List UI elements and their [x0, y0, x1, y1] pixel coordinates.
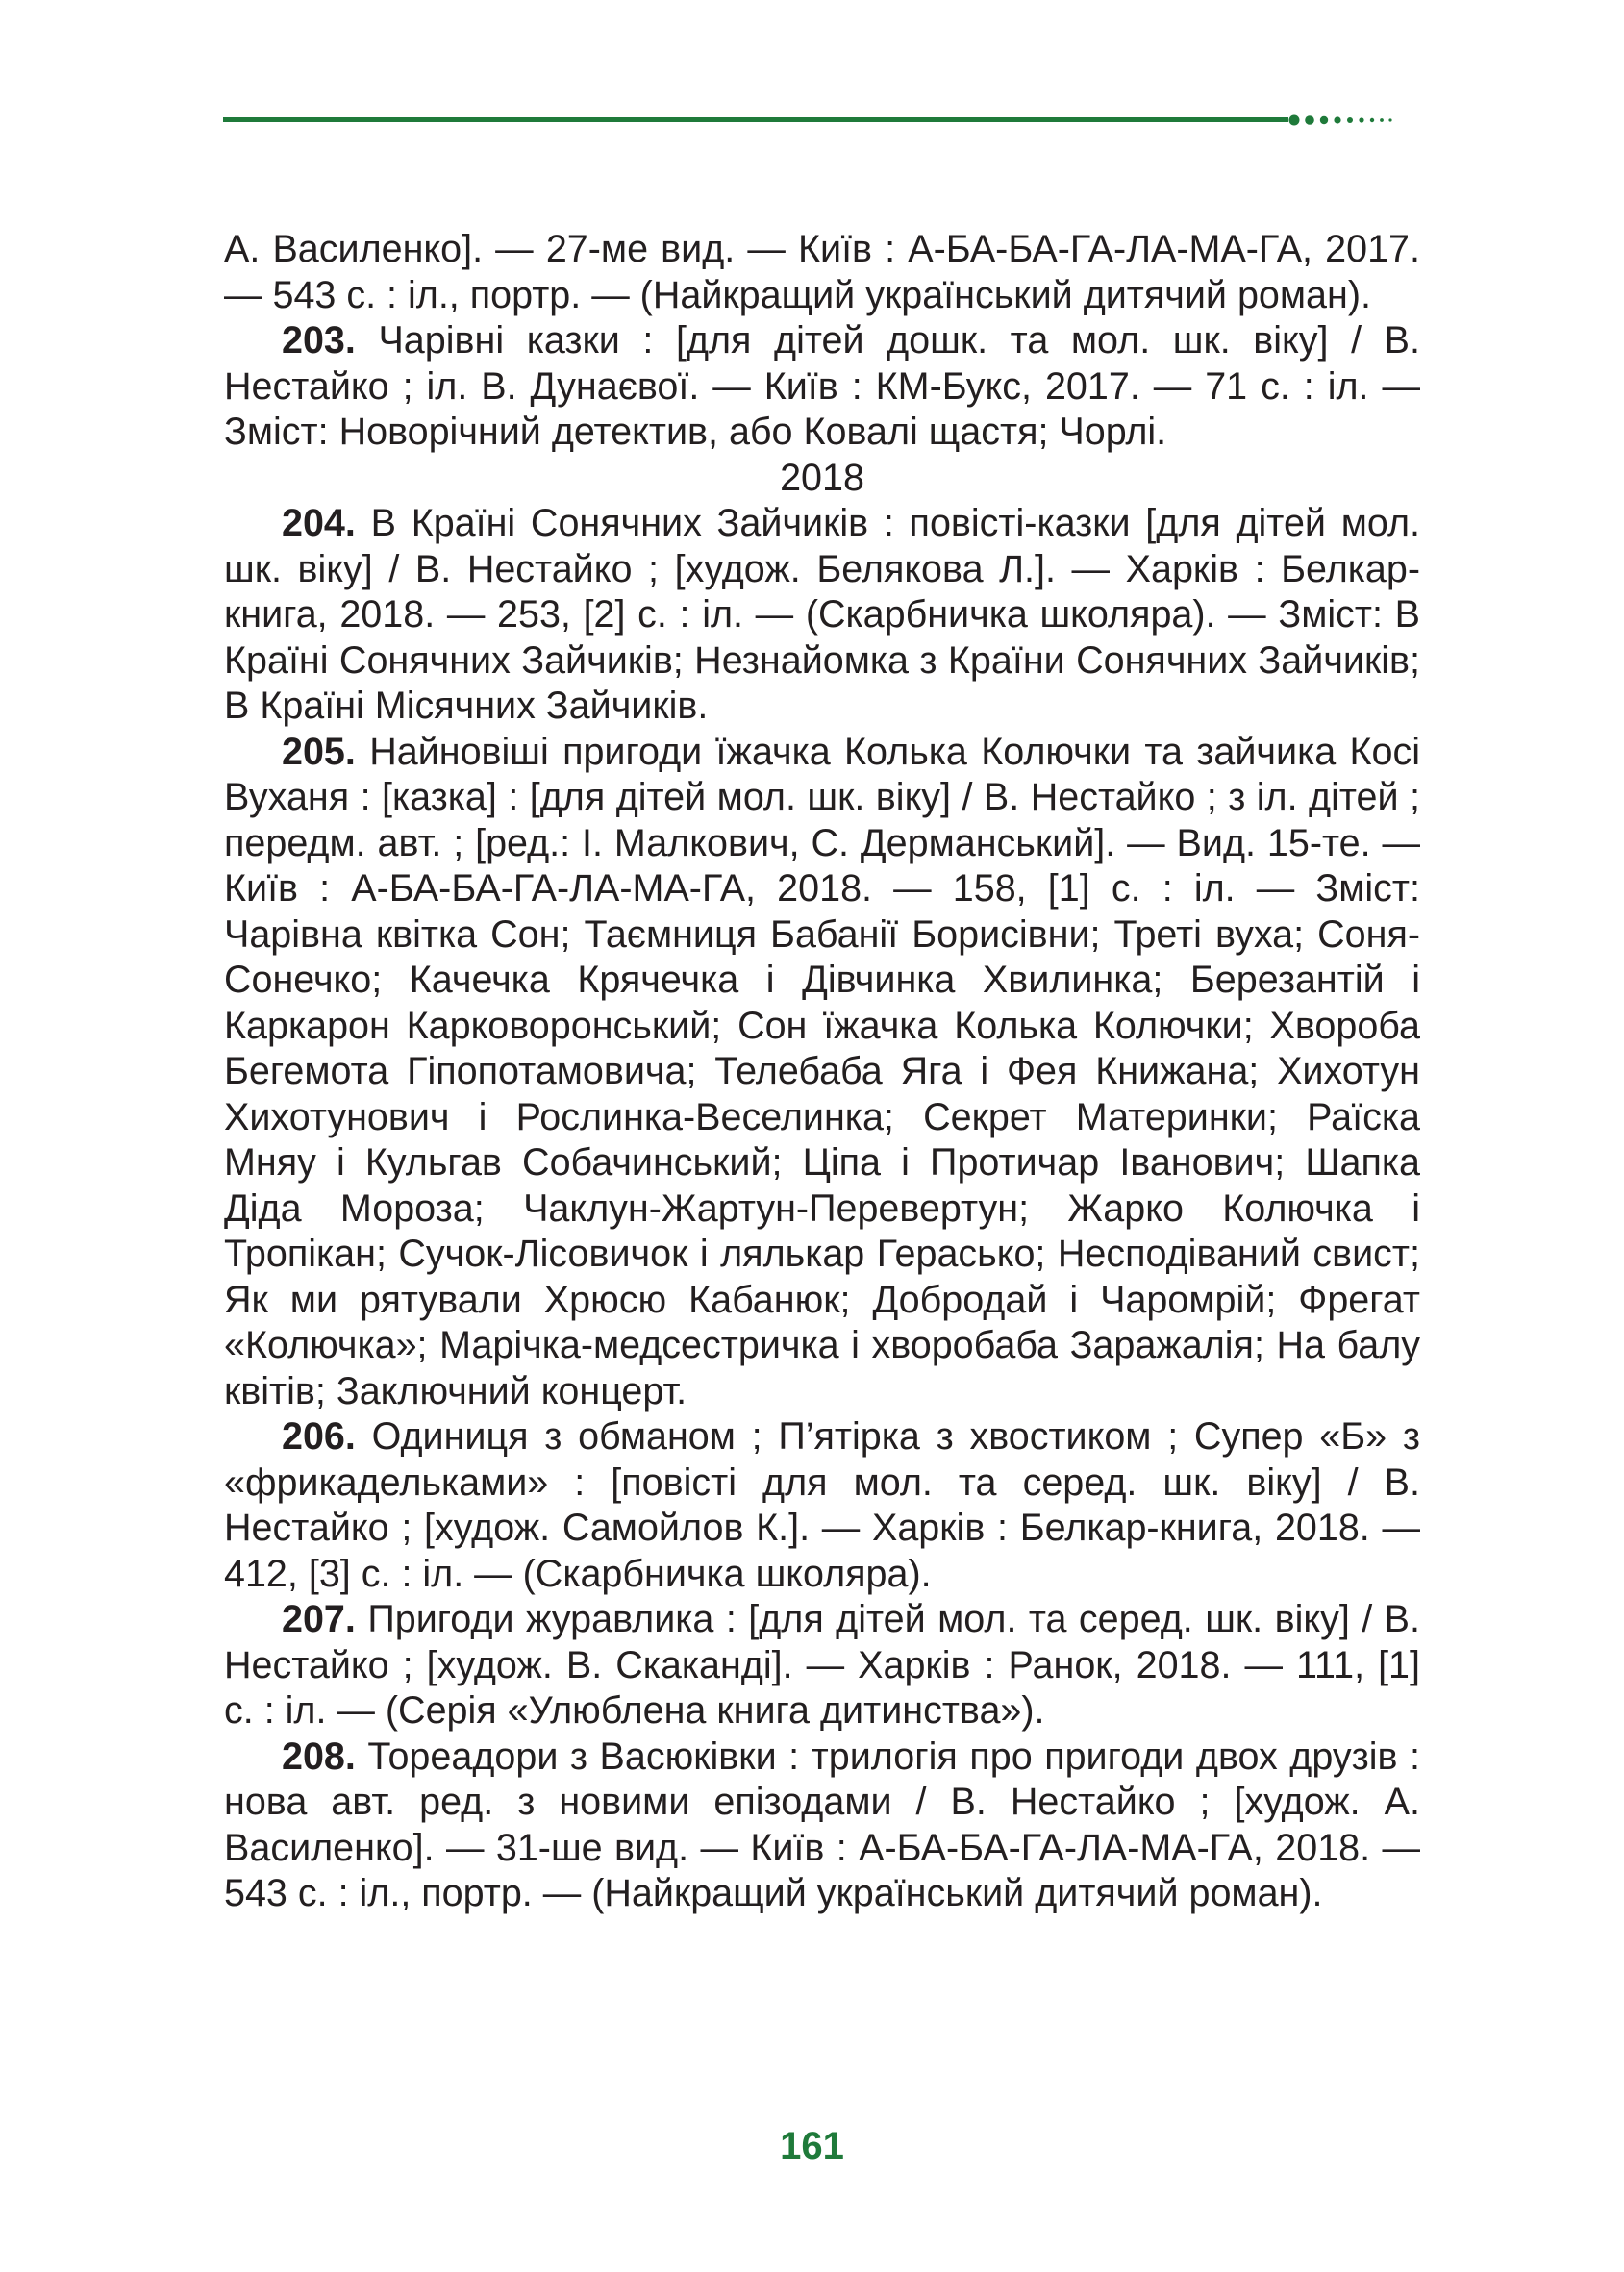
entry-text: Найновіші пригоди їжачка Колька Колючки та зайчика Косі Вуханя : [казка] : [для дітей мол. шк. віку] / В. Нестайко ; з іл. дітей ; передм. авт. ; [ред.: І. Малкович, С. Дерманський]. — Вид. 15-те. — Київ : А-БА-БА-ГА-ЛА-МА-ГА, 2018. — 158, [1] с. : іл. — Зміст: Чарівна квітка Сон; Таємниця Бабанії Борисівни; Треті вуха; Соня-Сонечко; Качечка Крячечка і Дівчинка Хвилинка; Березантій і Каркарон Карковоронський; Сон їжачка Колька Колючки; Хвороба Бегемота Гіпопотамовича; Телебаба Яга і Фея Книжана; Хихотун Хихотунович і Рослинка-Веселинка; Секрет Материнки; Раїска Мняу і Кульгав Собачинський; Ціпа і Протичар Іванович; Шапка Діда Мороза; Чаклун-Жартун-Перевертун; Жарко Колючка і Тропікан; Сучок-Лісовичок і лялькар Герасько; Несподіваний свист; Як ми рятували Хрюсю Кабанюк; Добродай і Чаромрій; Фрегат «Колючка»; Марічка-медсестричка і хворобаба Заражалія; На балу квітів; Заключний концерт. — [224, 730, 1420, 1412]
entry-text: Пригоди журавлика : [для дітей мол. та серед. шк. віку] / В. Нестайко ; [худож. В. Скаканді]. — Харків : Ранок, 2018. — 111, [1] с. : іл. — (Серія «Улюблена книга дитинства»). — [224, 1598, 1420, 1732]
entries-2018-list — [224, 501, 1420, 1917]
entry-number: 208. — [282, 1735, 356, 1778]
bibliography-body — [224, 227, 1420, 1917]
entry-number: 205. — [282, 730, 356, 773]
entry-text: В Країні Сонячних Зайчиків : повісті-казки [для дітей мол. шк. віку] / В. Нестайко ; [худож. Белякова Л.]. — Харків : Белкар-книга, 2018. — 253, [2] с. : іл. — (Скарбничка школяра). — Зміст: В Країні Сонячних Зайчиків; Незнайомка з Країни Сонячних Зайчиків; В Країні Місячних Зайчиків. — [224, 502, 1420, 727]
header-dots-ornament — [1287, 112, 1402, 129]
page-number: 161 — [780, 2125, 844, 2167]
entry-text: Чарівні казки : [для дітей дошк. та мол. шк. віку] / В. Нестайко ; іл. В. Дунаєвої. — Київ : КМ-Букс, 2017. — 71 с. : іл. — Зміст: Новорічний детектив, або Ковалі щастя; Чорлі. — [224, 319, 1420, 453]
entry-number: 203. — [282, 319, 356, 362]
entry-text: Тореадори з Васюківки : трилогія про пригоди двох друзів : нова авт. ред. з новими епізодами / В. Нестайко ; [худож. А. Василенко]. — 31-ше вид. — Київ : А-БА-БА-ГА-ЛА-МА-ГА, 2018. — 543 с. : іл., портр. — (Найкращий український дитячий роман). — [224, 1735, 1420, 1914]
continued-entry-text: А. Василенко]. — 27-ме вид. — Київ : А-БА-БА-ГА-ЛА-МА-ГА, 2017. — 543 с. : іл., портр. — (Найкращий український дитячий роман). — [224, 228, 1420, 316]
entry-number: 207. — [282, 1598, 356, 1640]
entry-number: 204. — [282, 502, 356, 544]
entries-2017-list — [224, 318, 1420, 456]
bibliography-entry — [224, 1735, 1420, 1917]
entry-number: 206. — [282, 1415, 356, 1458]
year-heading: 2018 — [780, 456, 864, 499]
entry-text: Одиниця з обманом ; П’ятірка з хвостиком ; Супер «Б» з «фрикадельками» : [повісті для мол. та серед. шк. віку] / В. Нестайко ; [худож. Самойлов К.]. — Харків : Белкар-книга, 2018. — 412, [3] с. : іл. — (Скарбничка школяра). — [224, 1415, 1420, 1595]
bibliography-entry — [224, 501, 1420, 730]
header-rule — [223, 117, 1288, 122]
bibliography-entry — [224, 1597, 1420, 1735]
bibliography-entry — [224, 730, 1420, 1415]
bibliography-entry — [224, 318, 1420, 456]
bibliography-entry — [224, 1414, 1420, 1597]
